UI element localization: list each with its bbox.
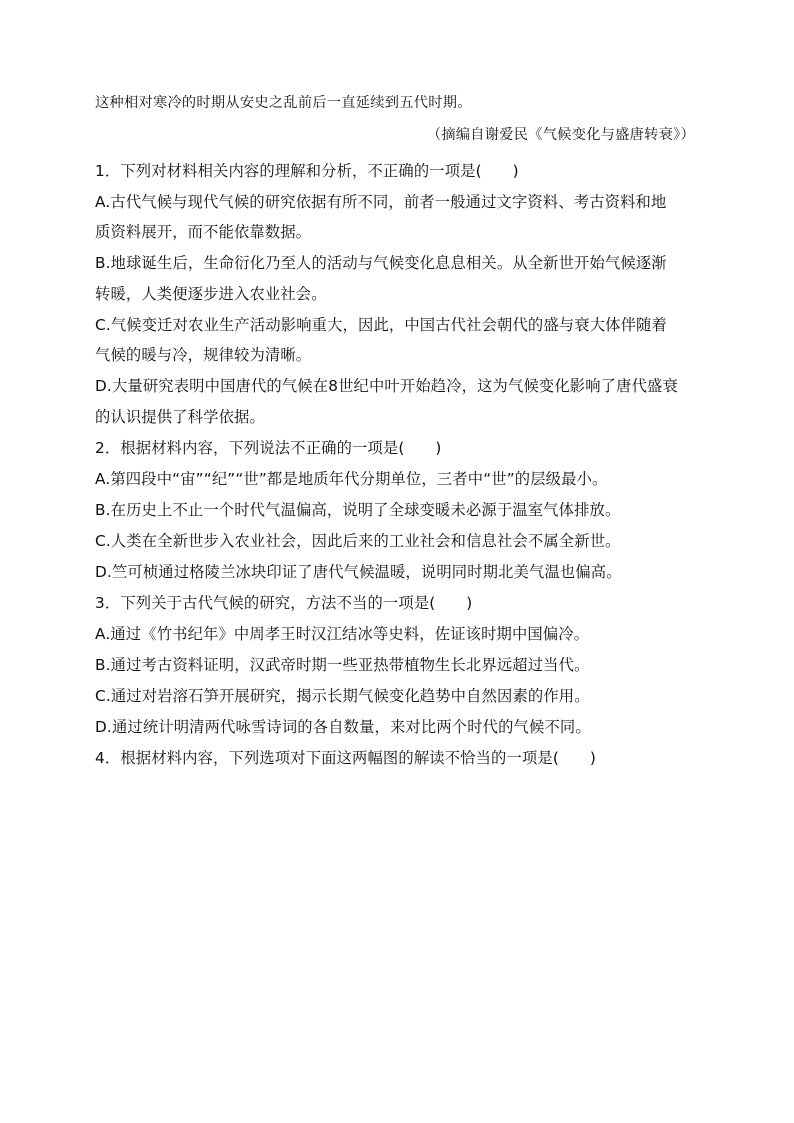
question-2-option-a: A.第四段中“宙”“纪”“世”都是地质年代分期单位，三者中“世”的层级最小。 <box>95 470 608 488</box>
question-2-option-d: D.竺可桢通过格陵兰冰块印证了唐代气候温暖，说明同时期北美气温也偏高。 <box>95 563 622 581</box>
question-1-option-a-line-2: 质资料展开，而不能依靠数据。 <box>95 223 312 241</box>
question-1-option-c-line-2: 气候的暖与冷，规律较为清晰。 <box>95 346 312 364</box>
question-1-option-d-line-2: 的认识提供了科学依据。 <box>95 408 265 426</box>
question-3-option-a: A.通过《竹书纪年》中周孝王时汉江结冰等史料，佐证该时期中国偏冷。 <box>95 625 590 643</box>
question-1-option-b-line-2: 转暖，人类便逐步进入农业社会。 <box>95 285 327 303</box>
passage-source: （摘编自谢爱民《气候变化与盛唐转衰》） <box>426 127 695 143</box>
question-1-option-d-line-1: D.大量研究表明中国唐代的气候在8世纪中叶开始趋冷，这为气候变化影响了唐代盛衰 <box>95 377 678 395</box>
question-2-option-b: B.在历史上不止一个时代气温偏高，说明了全球变暖未必源于温室气体排放。 <box>95 501 621 519</box>
question-1-option-c-line-1: C.气候变迁对农业生产活动影响重大，因此，中国古代社会朝代的盛与衰大体伴随着 <box>95 316 667 334</box>
question-3-stem: 3．下列关于古代气候的研究，方法不当的一项是( ) <box>95 594 473 612</box>
question-2-option-c: C.人类在全新世步入农业社会，因此后来的工业社会和信息社会不属全新世。 <box>95 532 621 550</box>
passage-last-line: 这种相对寒冷的时期从安史之乱前后一直延续到五代时期。 <box>95 95 472 111</box>
question-4-stem: 4．根据材料内容，下列选项对下面这两幅图的解读不恰当的一项是( ) <box>95 749 596 767</box>
question-2-stem: 2．根据材料内容，下列说法不正确的一项是( ) <box>95 439 442 457</box>
question-3-option-c: C.通过对岩溶石笋开展研究，揭示长期气候变化趋势中自然因素的作用。 <box>95 687 590 705</box>
question-1-option-b-line-1: B.地球诞生后，生命衍化乃至人的活动与气候变化息息相关。从全新世开始气候逐渐 <box>95 254 667 272</box>
question-3-option-b: B.通过考古资料证明，汉武帝时期一些亚热带植物生长北界远超过当代。 <box>95 656 590 674</box>
question-1-stem: 1．下列对材料相关内容的理解和分析，不正确的一项是( ) <box>95 162 519 180</box>
question-3-option-d: D.通过统计明清两代咏雪诗词的各自数量，来对比两个时代的气候不同。 <box>95 718 591 736</box>
question-1-option-a-line-1: A.古代气候与现代气候的研究依据有所不同，前者一般通过文字资料、考古资料和地 <box>95 193 667 211</box>
